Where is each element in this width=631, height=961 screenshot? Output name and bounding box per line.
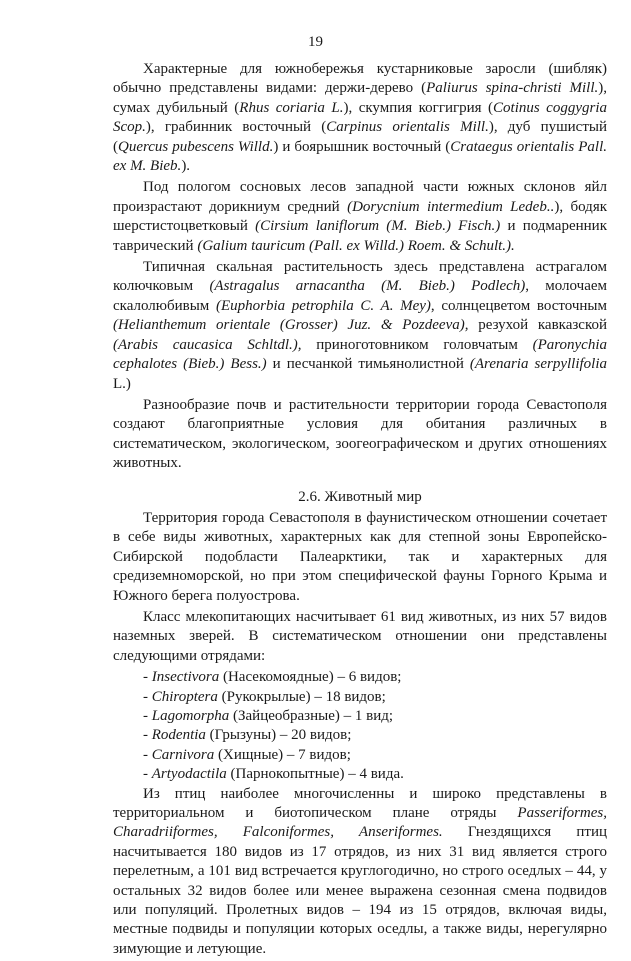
text-run: ) и боярышник восточный ( (273, 138, 451, 155)
paragraphs-top (113, 60, 607, 474)
text-run: Из птиц наиболее многочисленны и широко представлены в территориальном и биотопическом плане отряды (113, 785, 607, 822)
latin-name: (Astragalus arnacantha (M. Bieb.) Podlech) (209, 278, 526, 295)
order-description: (Насекомоядные) – 6 видов; (219, 669, 402, 686)
text-run: Разнообразие почв и растительности территории города Севастополя создают благоприятные условия для обитания различных в систематическом, экологическом, зоогеографическом и других отношениях животных. (113, 396, 607, 472)
order-list-item (143, 688, 607, 707)
latin-name: (Arabis caucasica Schltdl.), (113, 336, 302, 353)
text-run: Типичная скальная растительность здесь представлена астрагалом колючковым (113, 259, 607, 295)
order-description: (Грызуны) – 20 видов; (205, 727, 352, 744)
text-run: ), грабинник восточный ( (145, 119, 327, 136)
text-run: ), сумах дубильный ( (113, 80, 607, 116)
paragraph (113, 60, 607, 176)
order-description: (Парнокопытные) – 4 вида. (226, 766, 404, 783)
order-list-item (143, 726, 607, 745)
text-run: приноготовником головчатым (301, 336, 533, 353)
paragraph (113, 396, 607, 474)
text-run: ), скумпия коггигрия ( (343, 99, 494, 116)
mammal-orders-list (113, 668, 607, 784)
order-latin-name: Carnivora (151, 746, 215, 763)
order-prefix: - (143, 746, 152, 763)
text-run: L.) (113, 375, 131, 392)
text-run: ), бодяк шерстистоцветковый (113, 198, 608, 235)
order-list-item (143, 707, 607, 726)
order-list-item (143, 765, 607, 784)
text-run: и песчанкой тимьянолистной (266, 356, 470, 373)
text-run: ). (181, 158, 191, 175)
order-description: (Зайцеобразные) – 1 вид; (229, 708, 394, 724)
latin-name: (Helianthemum orientale (Grosser) Juz. & Pozdeeva), (113, 317, 469, 334)
order-latin-name: Rodentia (151, 727, 206, 744)
text-run: ), дуб пушистый ( (113, 119, 607, 155)
order-prefix: - (143, 727, 152, 744)
paragraph (113, 178, 607, 256)
latin-name: (Euphorbia petrophila C. A. Mey) (215, 297, 431, 314)
paragraph (113, 608, 607, 666)
text-run: резухой кавказской (468, 317, 608, 334)
order-latin-name: Artyodactila (151, 766, 227, 783)
order-latin-name: Chiroptera (151, 688, 218, 705)
latin-name: (Dorycnium intermedium Ledeb.. (347, 198, 555, 215)
text-run: и подмаренник таврический (113, 218, 607, 254)
paragraph (113, 785, 607, 960)
latin-name: Quercus pubescens Willd. (118, 138, 274, 155)
latin-name: Cotinus coggygria Scop. (113, 99, 608, 136)
latin-name: Rhus coriaria L. (239, 99, 344, 116)
latin-name: Carpinus orientalis Mill. (326, 119, 489, 136)
page-number: 19 (308, 34, 323, 50)
order-prefix: - (143, 688, 152, 705)
latin-name: (Galium tauricum (Pall. ex Willd.) Roem. & Schult.). (197, 237, 515, 254)
text-run: Гнездящихся птиц насчитывается 180 видов из 17 отрядов, из них 31 вид является строго перелетным, а 101 вид встречается круглогодично, но строго оседлых – 44, у остальных 32 видов более или менее выражена сезонная смена подвидов или популяций. Пролетных видов – 194 из 15 отрядов, включая виды, местные подвиды и популяции которых оседлы, а также виды, нерегулярно зимующие и летующие. (113, 824, 607, 957)
text-run: Характерные для южнобережья кустарниковые заросли (шибляк) обычно представлены видами: держи-дерево ( (113, 61, 607, 97)
latin-name: (Cirsium laniflorum (M. Bieb.) Fisch.) (255, 218, 501, 235)
order-latin-name: Insectivora (151, 669, 220, 686)
order-prefix: - (143, 766, 152, 783)
order-prefix: - (143, 669, 152, 686)
order-list-item (143, 746, 607, 765)
latin-name: Passeriformes, Charadriiformes, Falconiformes, Anseriformes. (113, 805, 607, 841)
order-prefix: - (143, 708, 152, 724)
paragraph (113, 509, 607, 606)
order-latin-name: Lagomorpha (151, 708, 230, 724)
section-heading: 2.6. Животный мир (298, 488, 422, 505)
text-run: Территория города Севастополя в фаунистическом отношении сочетает в себе виды животных, характерных как для степной зоны Европейско-Сибирской подобласти Палеарктики, так и характерных для средиземноморской, но при этом специфической фауны Горного Крыма и Южного берега полуострова. (113, 509, 607, 604)
paragraphs-mid (113, 509, 607, 666)
paragraph (113, 258, 607, 394)
text-run: , молочаем скалолюбивым (113, 278, 608, 314)
latin-name: (Paronychia cephalotes (Bieb.) Bess.) (113, 336, 607, 373)
text-run: , солнцецветом восточным (430, 297, 607, 314)
order-list-item (143, 668, 607, 687)
order-description: (Хищные) – 7 видов; (214, 746, 351, 763)
page-content (113, 60, 607, 961)
paragraphs-bottom (113, 785, 607, 960)
text-run: Под пологом сосновых лесов западной части южных склонов яйл произрастают дорикниум средний (113, 179, 607, 215)
latin-name: (Arenaria serpyllifolia (469, 356, 607, 373)
text-run: Класс млекопитающих насчитывает 61 вид животных, из них 57 видов наземных зверей. В систематическом отношении они представлены следующими отрядами: (113, 608, 607, 664)
latin-name: Paliurus spina-christi Mill. (426, 80, 599, 97)
latin-name: Crataegus orientalis Pall. ex M. Bieb. (113, 138, 607, 175)
order-description: (Рукокрылые) – 18 видов; (217, 688, 386, 705)
